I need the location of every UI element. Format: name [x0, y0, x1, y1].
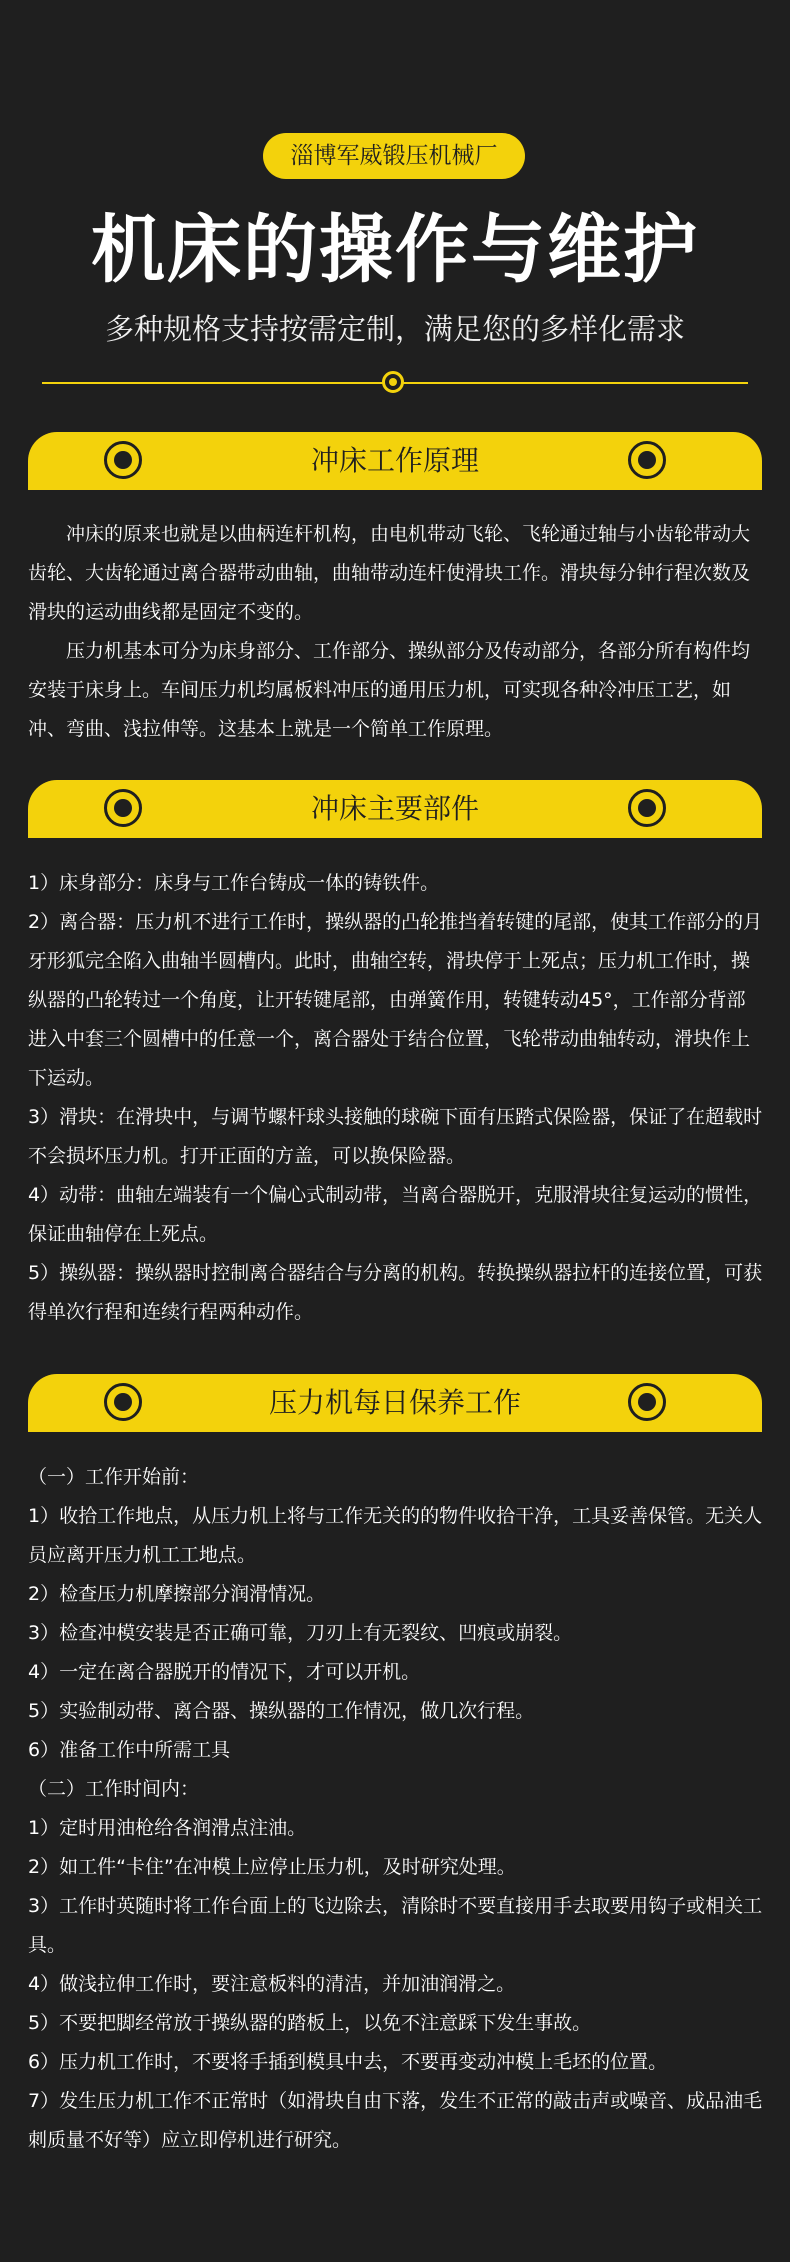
section-heading: 冲床工作原理: [310, 444, 479, 477]
list-item: 4）一定在离合器脱开的情况下，才可以开机。: [28, 1661, 421, 1683]
list-item: 6）准备工作中所需工具: [28, 1739, 231, 1761]
paragraph: 冲床的原来也就是以曲柄连杆机构，由电机带动飞轮、飞轮通过轴与小齿轮带动大齿轮、大齿轮通过离合器带动曲轴，曲轴带动连杆使滑块工作。滑块每分钟行程次数及滑块的运动曲线都是固定不变的。: [28, 523, 751, 623]
list-item: 4）做浅拉伸工作时，要注意板料的清洁，并加油润滑之。: [28, 1973, 516, 1995]
section-header-maintenance: [28, 1374, 762, 1432]
divider-dot-icon: [382, 371, 404, 393]
page-title: 机床的操作与维护: [91, 207, 699, 293]
list-item: 5）实验制动带、离合器、操纵器的工作情况，做几次行程。: [28, 1700, 535, 1722]
list-item: 4）动带：曲轴左端装有一个偏心式制动带，当离合器脱开，克服滑块往复运动的惯性，保证曲轴停在上死点。: [28, 1184, 763, 1245]
list-item: 2）如工件“卡住”在冲模上应停止压力机，及时研究处理。: [28, 1856, 516, 1878]
section-body-maintenance: [28, 1458, 764, 2160]
target-bullet-icon: [628, 441, 666, 479]
section-heading: 压力机每日保养工作: [268, 1386, 521, 1419]
section-body-components: [28, 864, 764, 1332]
target-bullet-icon: [628, 789, 666, 827]
target-bullet-icon: [104, 789, 142, 827]
list-item: 2）离合器：压力机不进行工作时，操纵器的凸轮推挡着转键的尾部，使其工作部分的月牙形狐完全陷入曲轴半圆槽内。此时，曲轴空转，滑块停于上死点；压力机工作时，操纵器的凸轮转过一个角度，让开转键尾部，由弹簧作用，转键转动45°，工作部分背部进入中套三个圆槽中的任意一个，离合器处于结合位置，飞轮带动曲轴转动，滑块作上下运动。: [28, 911, 763, 1089]
list-item: 1）收拾工作地点，从压力机上将与工作无关的的物件收拾干净，工具妥善保管。无关人员应离开压力机工工地点。: [28, 1505, 763, 1566]
section-body-principle: [28, 515, 764, 749]
subheading: （二）工作时间内：: [28, 1778, 200, 1800]
list-item: 5）不要把脚经常放于操纵器的踏板上，以免不注意踩下发生事故。: [28, 2012, 592, 2034]
list-item: 5）操纵器：操纵器时控制离合器结合与分离的机构。转换操纵器拉杆的连接位置，可获得单次行程和连续行程两种动作。: [28, 1262, 763, 1323]
section-header-principle: [28, 432, 762, 490]
target-bullet-icon: [628, 1383, 666, 1421]
list-item: 3）工作时英随时将工作台面上的飞边除去，清除时不要直接用手去取要用钩子或相关工具。: [28, 1895, 763, 1956]
target-bullet-icon: [104, 1383, 142, 1421]
list-item: 1）床身部分：床身与工作台铸成一体的铸铁件。: [28, 872, 440, 894]
list-item: 3）检查冲模安装是否正确可靠，刀刃上有无裂纹、凹痕或崩裂。: [28, 1622, 573, 1644]
list-item: 6）压力机工作时，不要将手插到模具中去，不要再变动冲模上毛坯的位置。: [28, 2051, 668, 2073]
title-divider: [42, 371, 748, 395]
paragraph: 压力机基本可分为床身部分、工作部分、操纵部分及传动部分，各部分所有构件均安装于床身上。车间压力机均属板料冲压的通用压力机，可实现各种冷冲压工艺，如冲、弯曲、浅拉伸等。这基本上就是一个简单工作原理。: [28, 640, 751, 740]
list-item: 1）定时用油枪给各润滑点注油。: [28, 1817, 307, 1839]
section-header-components: [28, 780, 762, 838]
company-badge: 淄博军威锻压机械厂: [263, 133, 525, 179]
subheading: （一）工作开始前：: [28, 1466, 200, 1488]
target-bullet-icon: [104, 441, 142, 479]
section-heading: 冲床主要部件: [310, 792, 479, 825]
list-item: 3）滑块：在滑块中，与调节螺杆球头接触的球碗下面有压踏式保险器，保证了在超载时不会损坏压力机。打开正面的方盖，可以换保险器。: [28, 1106, 763, 1167]
list-item: 7）发生压力机工作不正常时（如滑块自由下落，发生不正常的敲击声或噪音、成品油毛刺质量不好等）应立即停机进行研究。: [28, 2090, 763, 2151]
list-item: 2）检查压力机摩擦部分润滑情况。: [28, 1583, 326, 1605]
page-subtitle: 多种规格支持按需定制，满足您的多样化需求: [104, 312, 685, 346]
